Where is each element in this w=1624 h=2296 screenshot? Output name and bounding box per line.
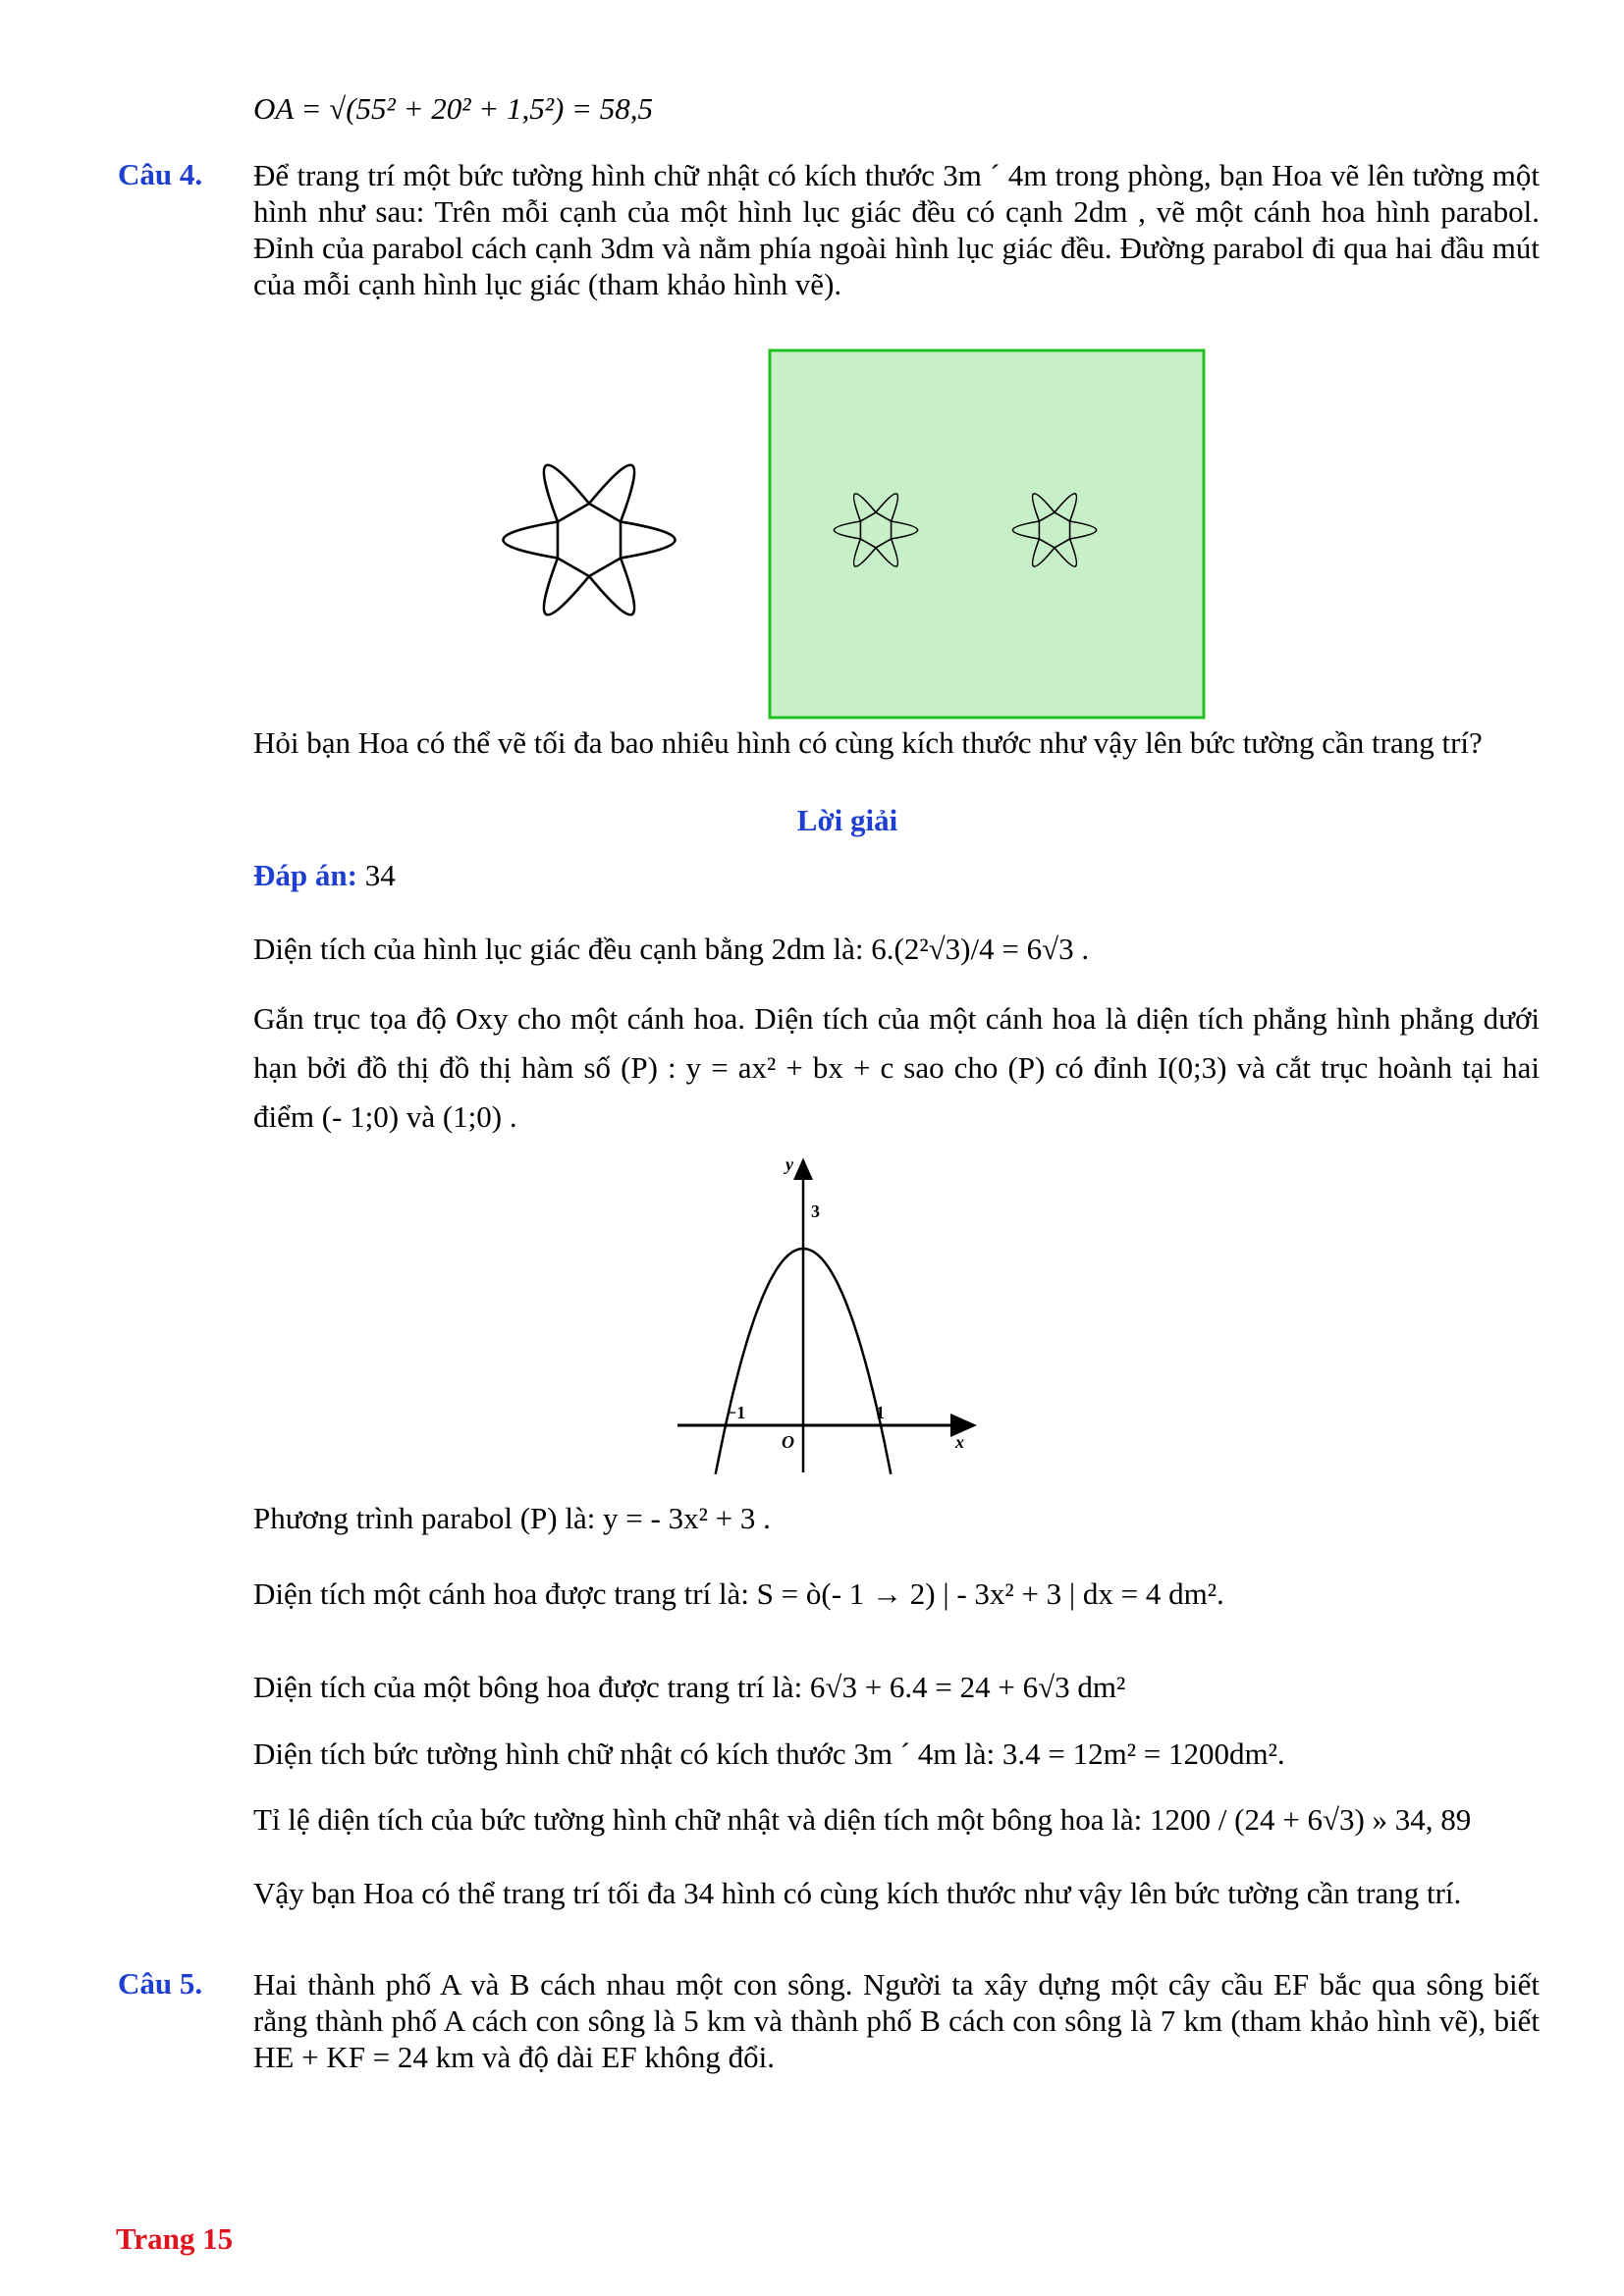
solution-line-4: Diện tích một cánh hoa được trang trí là: S = ò(- 1 → 2) | - 3x² + 3 | dx = 4 dm². [253,1576,1224,1611]
top-formula: OA = √(55² + 20² + 1,5²) = 58,5 [253,91,653,126]
x-axis-label: x [955,1432,964,1452]
wall-figure [768,348,1206,720]
question-4-text: Để trang trí một bức tường hình chữ nhật có kích thước 3m ´ 4m trong phòng, bạn Hoa vẽ lên tường một hình như sau: Trên mỗi cạnh của một hình lục giác đều có cạnh 2dm , vẽ một cánh hoa hình parabol. Đỉnh của parabol cách cạnh 3dm và nằm phía ngoài hình lục giác đều. Đường parabol đi qua hai đầu mút của mỗi cạnh hình lục giác (tham khảo hình vẽ). [253,158,1540,301]
flower-figure [452,422,727,658]
page-footer: Trang 15 [116,2221,234,2256]
petal [589,465,634,522]
left-root-label: −1 [727,1403,746,1422]
petal [503,522,558,559]
question-5-text: Hai thành phố A và B cách nhau một con sông. Người ta xây dựng một cây cầu EF bắc qua sông biết rằng thành phố A cách con sông là 5 km và thành phố B cách con sông là 7 km (tham khảo hình vẽ), biết HE + KF = 24 km và độ dài EF không đổi. [253,1967,1540,2074]
origin-label: O [782,1432,794,1452]
answer-value: 34 [364,858,396,892]
hexagon [558,504,621,576]
petal [544,465,589,522]
parabola-graph [668,1148,992,1482]
petal [621,522,676,559]
petal [544,559,589,615]
question-4-question: Hỏi bạn Hoa có thể vẽ tối đa bao nhiêu hình có cùng kích thước như vậy lên bức tường cần trang trí? [253,725,1483,760]
question-4-label: Câu 4. [118,157,203,191]
question-5-label: Câu 5. [118,1966,203,2001]
solution-line-7: Tỉ lệ diện tích của bức tường hình chữ nhật và diện tích một bông hoa là: 1200 / (24 + 6√3) » 34, 89 [253,1802,1472,1837]
solution-line-5: Diện tích của một bông hoa được trang trí là: 6√3 + 6.4 = 24 + 6√3 dm² [253,1670,1126,1704]
solution-line-3: Phương trình parabol (P) là: y = - 3x² + 3 . [253,1501,771,1535]
vertex-label: 3 [811,1201,820,1221]
answer-label: Đáp án: [253,858,357,892]
solution-line-6: Diện tích bức tường hình chữ nhật có kích thước 3m ´ 4m là: 3.4 = 12m² = 1200dm². [253,1736,1285,1771]
solution-heading: Lời giải [796,803,898,837]
answer-line [253,857,396,893]
petal [589,559,634,615]
wall-rectangle [770,350,1204,718]
solution-line-1: Diện tích của hình lục giác đều cạnh bằng 2dm là: 6.(2²√3)/4 = 6√3 . [253,932,1090,966]
solution-line-2: Gắn trục tọa độ Oxy cho một cánh hoa. Diện tích của một cánh hoa là diện tích phẳng hình phẳng dưới hạn bởi đồ thị đồ thị hàm số (P) : y = ax² + bx + c sao cho (P) có đỉnh I(0;3) và cắt trục hoành tại hai điểm (- 1;0) và (1;0) . [253,1001,1540,1134]
solution-line-8: Vậy bạn Hoa có thể trang trí tối đa 34 hình có cùng kích thước như vậy lên bức tường cần trang trí. [253,1876,1462,1910]
right-root-label: 1 [876,1403,885,1422]
y-axis-label: y [785,1154,793,1174]
